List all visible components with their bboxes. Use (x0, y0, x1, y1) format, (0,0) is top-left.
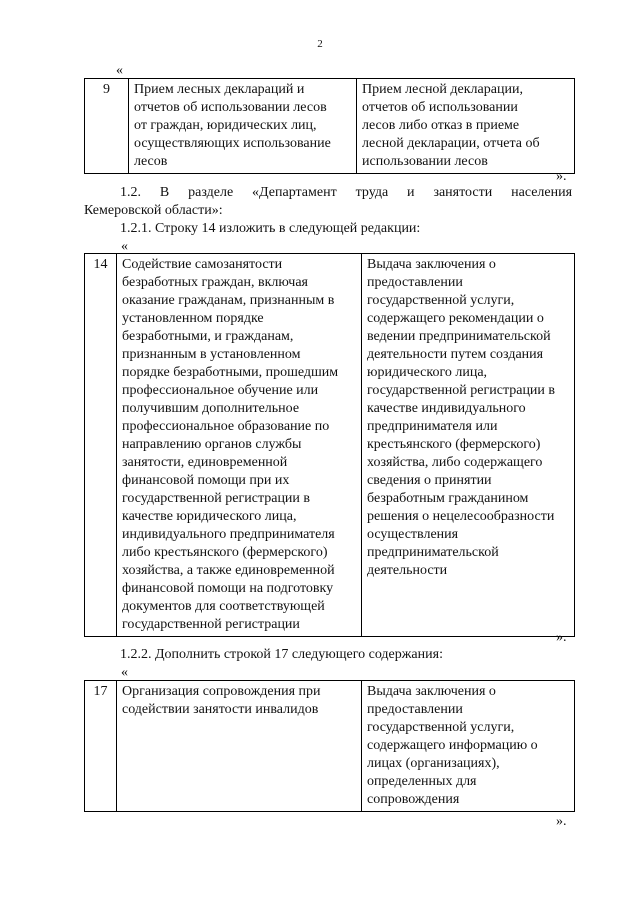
word: труда (355, 185, 389, 200)
cell-line: государственной регистрации в (367, 383, 556, 398)
cell-line: лицах (организациях), (367, 756, 500, 771)
table-row-9 (84, 78, 575, 174)
word: «Департамент (252, 185, 337, 200)
cell-line: осуществления (367, 527, 459, 542)
paragraph-1-2-line1 (120, 184, 572, 202)
quote-open-3: « (121, 665, 128, 680)
cell-line: безработных граждан, включая (122, 275, 308, 290)
cell-line: оказание гражданам, признанным в (122, 293, 335, 308)
cell-line: Выдача заключения о (367, 257, 496, 272)
cell-line: предоставлении (367, 702, 463, 717)
cell-line: Выдача заключения о (367, 684, 496, 699)
cell-line: финансовой помощи при их (122, 473, 290, 488)
service-name-cell (129, 79, 357, 174)
cell-line: сопровождения (367, 792, 460, 807)
cell-line: хозяйства, а также единовременной (122, 563, 335, 578)
cell-line: государственной регистрации в (122, 491, 311, 506)
cell-line: безработным гражданином (367, 491, 529, 506)
cell-line: профессиональное образование по (122, 419, 330, 434)
service-result-cell (362, 254, 575, 637)
quote-close-3: ». (556, 814, 567, 829)
word: населения (511, 185, 573, 200)
cell-line: сведения о принятии (367, 473, 492, 488)
word: и (407, 185, 415, 200)
table-row-14 (84, 253, 575, 637)
cell-line: крестьянского (фермерского) (367, 437, 541, 452)
cell-line: признанным в установленном (122, 347, 301, 362)
cell-line: установленном порядке (122, 311, 264, 326)
cell-line: осуществляющих использование (134, 136, 331, 151)
service-name-cell (117, 254, 362, 637)
service-result-cell (357, 79, 575, 174)
table-row (85, 254, 575, 637)
table-row (85, 681, 575, 812)
cell-line: решения о нецелесообразности (367, 509, 555, 524)
table-row-17 (84, 680, 575, 812)
quote-open-2: « (121, 239, 128, 254)
cell-line: занятости, единовременной (122, 455, 288, 470)
cell-line: юридического лица, (367, 365, 488, 380)
word: 1.2. (120, 185, 141, 200)
cell-line: качестве юридического лица, (122, 509, 297, 524)
word: В (159, 185, 170, 200)
cell-line: хозяйства, либо содержащего (367, 455, 543, 470)
cell-line: использовании лесов (362, 154, 488, 169)
cell-line: деятельности (367, 563, 448, 578)
cell-line: Прием лесных деклараций и (134, 82, 305, 97)
page-number: 2 (317, 38, 323, 50)
cell-line: качестве индивидуального (367, 401, 526, 416)
table-row (85, 79, 575, 174)
cell-line: государственной услуги, (367, 720, 515, 735)
cell-line: либо крестьянского (фермерского) (122, 545, 328, 560)
cell-line: предпринимателя или (367, 419, 498, 434)
cell-line: лесной декларации, отчета об (362, 136, 540, 151)
cell-line: лесов либо отказ в приеме (362, 118, 520, 133)
cell-line: государственной регистрации (122, 617, 300, 632)
cell-line: направлению органов службы (122, 437, 302, 452)
cell-line: получившим дополнительное (122, 401, 300, 416)
cell-line: профессиональное обучение или (122, 383, 319, 398)
cell-line: Прием лесной декларации, (362, 82, 523, 97)
word: занятости (433, 185, 493, 200)
paragraph-1-2-2: 1.2.2. Дополнить строкой 17 следующего содержания: (120, 647, 443, 662)
quote-close-1: ». (556, 169, 567, 184)
cell-line: отчетов об использовании лесов (134, 100, 327, 115)
cell-line: предпринимательской (367, 545, 499, 560)
cell-line: предоставлении (367, 275, 463, 290)
row-number: 9 (85, 79, 129, 174)
cell-line: определенных для (367, 774, 477, 789)
paragraph-1-2-line2: Кемеровской области»: (84, 203, 223, 218)
cell-line: содействии занятости инвалидов (122, 702, 319, 717)
paragraph-1-2-1: 1.2.1. Строку 14 изложить в следующей редакции: (120, 221, 421, 236)
cell-line: индивидуального предпринимателя (122, 527, 335, 542)
cell-line: финансовой помощи на подготовку (122, 581, 334, 596)
cell-line: содержащего информацию о (367, 738, 538, 753)
cell-line: Организация сопровождения при (122, 684, 321, 699)
cell-line: от граждан, юридических лиц, (134, 118, 317, 133)
cell-line: лесов (134, 154, 168, 169)
service-name-cell (117, 681, 362, 812)
word: разделе (188, 185, 234, 200)
row-number: 17 (85, 681, 117, 812)
cell-line: содержащего рекомендации о (367, 311, 544, 326)
cell-line: документов для соответствующей (122, 599, 325, 614)
cell-line: Содействие самозанятости (122, 257, 283, 272)
cell-line: отчетов об использовании (362, 100, 518, 115)
cell-line: ведении предпринимательской (367, 329, 551, 344)
cell-line: порядке безработными, прошедшим (122, 365, 339, 380)
cell-line: безработными, и гражданам, (122, 329, 294, 344)
row-number: 14 (85, 254, 117, 637)
cell-line: деятельности путем создания (367, 347, 544, 362)
cell-line: государственной услуги, (367, 293, 515, 308)
quote-open-1: « (116, 63, 123, 78)
quote-close-2: ». (556, 630, 567, 645)
service-result-cell (362, 681, 575, 812)
